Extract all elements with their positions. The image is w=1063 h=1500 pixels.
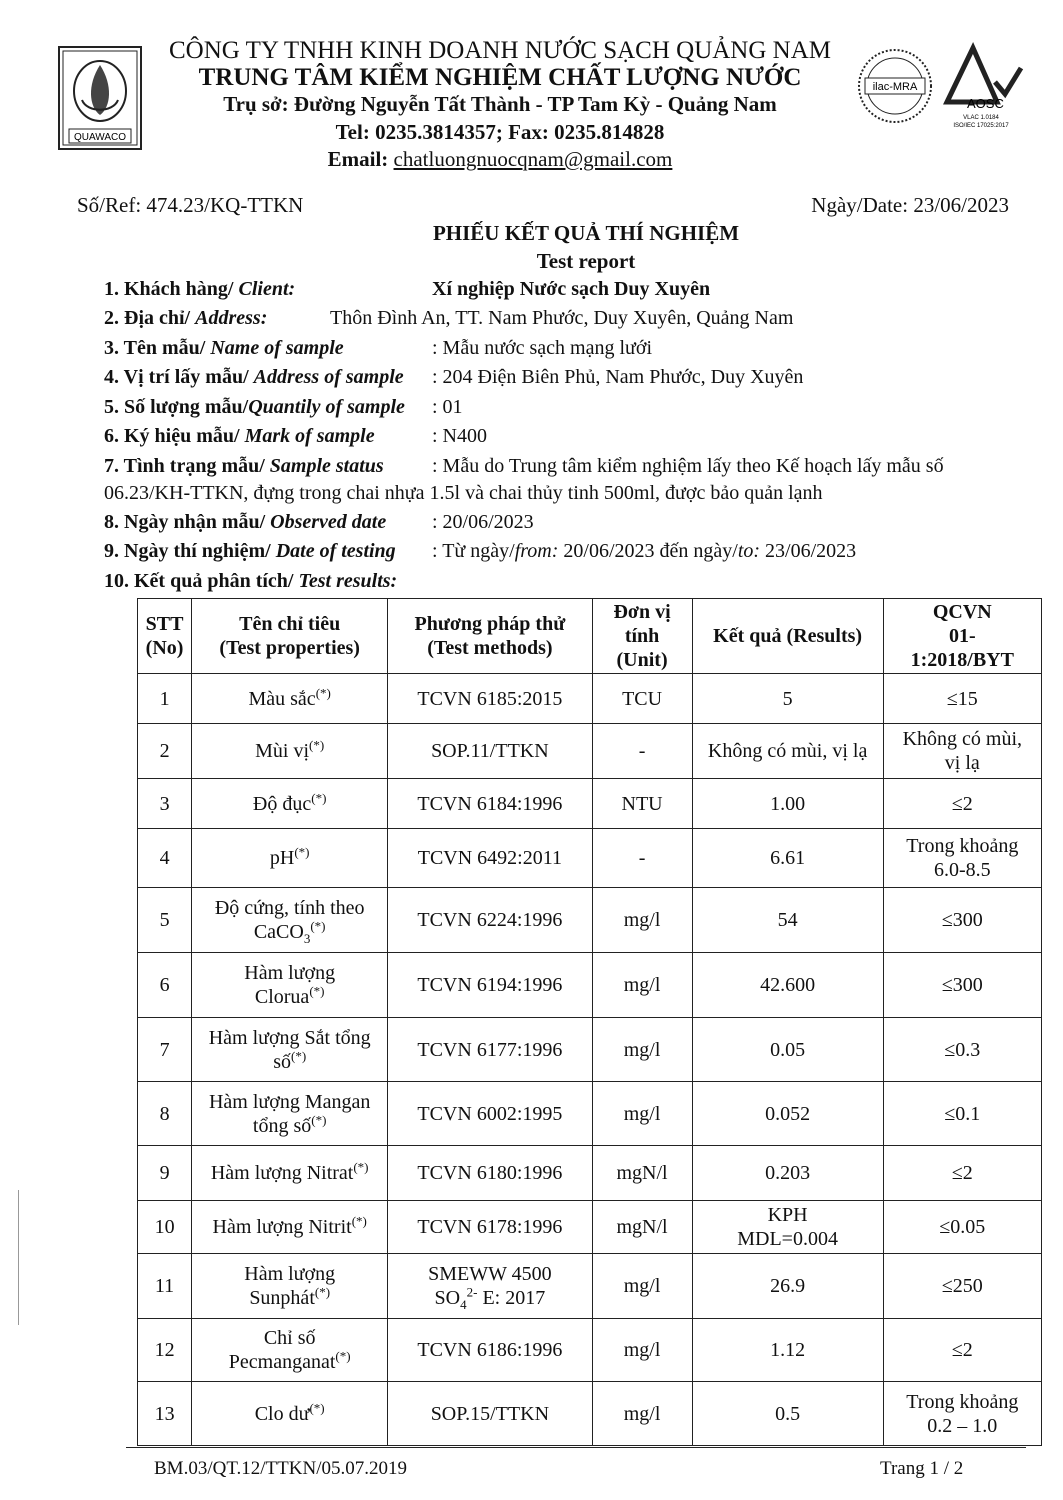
cell-test-property: pH(*) [192,829,388,888]
accreditation-logos [855,42,1025,132]
cell-test-method: TCVN 6180:1996 [388,1146,592,1201]
cell-standard-limit: ≤2 [883,1146,1041,1201]
report-title: PHIẾU KẾT QUẢ THÍ NGHIỆM [432,221,740,245]
cell-no: 13 [138,1382,192,1446]
cell-standard-limit: ≤0.3 [883,1018,1041,1082]
header-results: Kết quả (Results) [692,599,883,674]
report-subtitle: Test report [536,249,636,273]
cell-test-property: Màu sắc(*) [192,674,388,724]
cell-result: 5 [692,674,883,724]
ilac-logo-text: ilac-MRA [872,81,918,93]
cell-result: 42.600 [692,953,883,1018]
contact-phone: Tel: 0235.3814357; Fax: 0235.814828 [335,120,665,144]
cell-standard-limit: ≤250 [883,1254,1041,1319]
cell-no: 4 [138,829,192,888]
table-row [138,1082,1042,1146]
cell-unit: - [592,829,692,888]
table-row [138,953,1042,1018]
quawaco-logo [57,45,143,151]
table-row [138,1382,1042,1446]
cell-result: 54 [692,888,883,953]
cell-test-method: TCVN 6194:1996 [388,953,592,1018]
cell-test-method: TCVN 6177:1996 [388,1018,592,1082]
cell-result: 1.12 [692,1319,883,1382]
results-table [137,598,1042,1446]
cell-unit: NTU [592,779,692,829]
cell-test-property: Hàm lượng Mangan tổng số(*) [192,1082,388,1146]
header-standard: QCVN 01- 1:2018/BYT [883,599,1041,674]
sample-mark-label: 6. Ký hiệu mẫu/ Mark of sample [104,425,375,447]
cell-test-property: Chỉ số Pecmanganat(*) [192,1319,388,1382]
sample-location-value: : 204 Điện Biên Phủ, Nam Phước, Duy Xuyên [432,366,804,388]
sample-quantity-value: : 01 [432,396,463,418]
margin-mark [18,1190,19,1325]
cell-no: 2 [138,724,192,779]
cell-no: 5 [138,888,192,953]
cell-no: 1 [138,674,192,724]
cell-test-property: Hàm lượng Clorua(*) [192,953,388,1018]
report-date: Ngày/Date: 23/06/2023 [811,193,1009,217]
header-test-properties: Tên chỉ tiêu (Test properties) [192,599,388,674]
cell-test-property: Hàm lượng Nitrat(*) [192,1146,388,1201]
cell-test-method: SMEWW 4500 $SO_4^{2-}$ E: 2017 [388,1254,592,1319]
cell-result: 1.00 [692,779,883,829]
cell-standard-limit: ≤2 [883,1319,1041,1382]
cell-result: 0.052 [692,1082,883,1146]
cell-test-method: TCVN 6184:1996 [388,779,592,829]
cell-result: 0.05 [692,1018,883,1082]
cell-test-property: Độ cứng, tính theo CaCO$_3$(*) [192,888,388,953]
table-row [138,888,1042,953]
sample-quantity-label: 5. Số lượng mẫu/Quantily of sample [104,396,405,418]
contact-email: Email: chatluongnuocqnam@gmail.com [327,147,673,171]
cell-unit: mg/l [592,1319,692,1382]
testing-date-value: : Từ ngày/from: 20/06/2023 đến ngày/to: 23/06/2023 [432,540,857,562]
table-row [138,1201,1042,1254]
cell-no: 10 [138,1201,192,1254]
table-row [138,1018,1042,1082]
cell-unit: mg/l [592,1382,692,1446]
cell-unit: mgN/l [592,1146,692,1201]
cell-unit: mg/l [592,953,692,1018]
cell-standard-limit: ≤0.05 [883,1201,1041,1254]
cell-standard-limit: ≤15 [883,674,1041,724]
table-row [138,1146,1042,1201]
cell-standard-limit: ≤0.1 [883,1082,1041,1146]
cell-test-property: Clo dư(*) [192,1382,388,1446]
header-unit: Đơn vị tính (Unit) [592,599,692,674]
table-row [138,674,1042,724]
table-header-row [138,599,1042,674]
head-office-address: Trụ sở: Đường Nguyễn Tất Thành - TP Tam Kỳ - Quảng Nam [223,92,777,116]
cell-test-method: TCVN 6492:2011 [388,829,592,888]
sample-mark-value: : N400 [432,425,487,447]
aosc-vlac-text: VLAC 1.0184 [963,115,999,121]
sample-name-label: 3. Tên mẫu/ Name of sample [104,337,344,359]
page-number: Trang 1 / 2 [880,1458,964,1479]
sample-status-label: 7. Tình trạng mẫu/ Sample status [104,455,384,477]
test-results-label: 10. Kết quả phân tích/ Test results: [104,570,398,592]
cell-test-method: TCVN 6185:2015 [388,674,592,724]
cell-no: 3 [138,779,192,829]
address-label: 2. Địa chỉ/ Address: [104,307,268,329]
cell-standard-limit: ≤300 [883,888,1041,953]
cell-no: 9 [138,1146,192,1201]
cell-unit: mg/l [592,1254,692,1319]
email-link[interactable]: chatluongnuocqnam@gmail.com [393,147,673,171]
cell-unit: mg/l [592,888,692,953]
table-row [138,829,1042,888]
cell-standard-limit: ≤2 [883,779,1041,829]
quawaco-logo-text: QUAWACO [73,132,127,143]
aosc-logo-text: AOSC [967,96,1004,111]
cell-test-property: Hàm lượng Sunphát(*) [192,1254,388,1319]
form-code: BM.03/QT.12/TTKN/05.07.2019 [154,1458,407,1479]
cell-result: 26.9 [692,1254,883,1319]
client-label: 1. Khách hàng/ Client: [104,278,296,300]
cell-standard-limit: ≤300 [883,953,1041,1018]
cell-unit: mgN/l [592,1201,692,1254]
cell-test-property: Độ đục(*) [192,779,388,829]
cell-test-method: SOP.15/TTKN [388,1382,592,1446]
cell-no: 12 [138,1319,192,1382]
sample-location-label: 4. Vị trí lấy mẫu/ Address of sample [104,366,404,388]
cell-no: 8 [138,1082,192,1146]
cell-unit: mg/l [592,1082,692,1146]
cell-unit: mg/l [592,1018,692,1082]
testing-date-label: 9. Ngày thí nghiệm/ Date of testing [104,540,396,562]
header-no: STT (No) [138,599,192,674]
header-test-methods: Phương pháp thử (Test methods) [388,599,592,674]
center-name: TRUNG TÂM KIỂM NGHIỆM CHẤT LƯỢNG NƯỚC [198,64,802,91]
cell-result: KPH MDL=0.004 [692,1201,883,1254]
cell-standard-limit: Trong khoảng 0.2 – 1.0 [883,1382,1041,1446]
sample-status-value-line2: 06.23/KH-TTKN, đựng trong chai nhựa 1.5l và chai thủy tinh 500ml, được bảo quản lạnh [104,482,823,504]
sample-name-value: : Mẫu nước sạch mạng lưới [432,337,653,359]
cell-test-method: TCVN 6186:1996 [388,1319,592,1382]
sample-status-value: : Mẫu do Trung tâm kiểm nghiệm lấy theo Kế hoạch lấy mẫu số [432,455,944,477]
reference-number: Số/Ref: 474.23/KQ-TTKN [77,193,304,217]
observed-date-value: : 20/06/2023 [432,511,534,533]
company-name: CÔNG TY TNHH KINH DOANH NƯỚC SẠCH QUẢNG NAM [169,37,831,64]
cell-no: 6 [138,953,192,1018]
cell-result: 0.203 [692,1146,883,1201]
cell-unit: TCU [592,674,692,724]
cell-standard-limit: Không có mùi, vị lạ [883,724,1041,779]
table-row [138,1319,1042,1382]
cell-unit: - [592,724,692,779]
cell-result: 0.5 [692,1382,883,1446]
observed-date-label: 8. Ngày nhận mẫu/ Observed date [104,511,387,533]
cell-result: 6.61 [692,829,883,888]
cell-result: Không có mùi, vị lạ [692,724,883,779]
table-row [138,779,1042,829]
cell-test-property: Mùi vị(*) [192,724,388,779]
footer-divider [126,1447,1026,1448]
cell-test-property: Hàm lượng Sắt tổng số(*) [192,1018,388,1082]
aosc-iso-text: ISO/IEC 17025:2017 [953,123,1009,129]
cell-no: 11 [138,1254,192,1319]
address-value: Thôn Đình An, TT. Nam Phước, Duy Xuyên, Quảng Nam [330,307,794,329]
cell-test-method: TCVN 6002:1995 [388,1082,592,1146]
cell-test-property: Hàm lượng Nitrit(*) [192,1201,388,1254]
cell-test-method: TCVN 6224:1996 [388,888,592,953]
cell-no: 7 [138,1018,192,1082]
cell-test-method: TCVN 6178:1996 [388,1201,592,1254]
table-row [138,1254,1042,1319]
cell-standard-limit: Trong khoảng 6.0-8.5 [883,829,1041,888]
table-row [138,724,1042,779]
cell-test-method: SOP.11/TTKN [388,724,592,779]
client-value: Xí nghiệp Nước sạch Duy Xuyên [432,278,711,300]
